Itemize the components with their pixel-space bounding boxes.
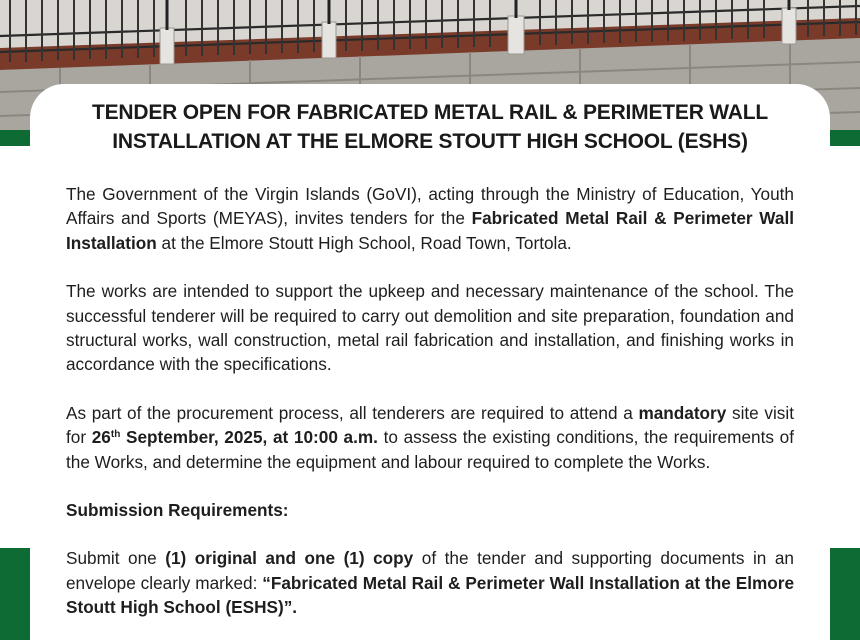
intro-text-2: at the Elmore Stoutt High School, Road Town, Tortola. bbox=[156, 232, 572, 253]
paragraph-scope: The works are intended to support the upkeep and necessary maintenance of the school. The successful tenderer will be required to carry out demolition and site preparation, foundation and structural works, wall construction, metal rail fabrication and installation, and finishing works in accordance with the specifications. bbox=[66, 281, 794, 375]
submission-text-2: of the tender and supporting documents in an envelope clearly marked: bbox=[66, 548, 794, 593]
site-visit-date bbox=[92, 427, 378, 447]
intro-text-1: The Government of the Virgin Islands (GoVI), acting through the Ministry of Education, Youth Affairs and Sports (MEYAS), invites tenders for the bbox=[66, 184, 794, 229]
paragraph-intro bbox=[66, 182, 794, 255]
date-day: 26 bbox=[91, 427, 111, 448]
title-line-1: TENDER OPEN FOR FABRICATED METAL RAIL & PERIMETER WALL bbox=[92, 101, 768, 124]
project-name-bold: Fabricated Metal Rail & Perimeter Wall Installation bbox=[66, 208, 794, 253]
paragraph-submission bbox=[66, 546, 794, 619]
notice-title bbox=[30, 98, 830, 156]
mandatory-bold: mandatory bbox=[638, 402, 727, 423]
green-accent-bar-top-left bbox=[0, 130, 30, 146]
site-visit-text-2: site visit for bbox=[66, 402, 794, 448]
copies-bold: (1) original and one (1) copy bbox=[165, 548, 414, 569]
title-line-2: INSTALLATION AT THE ELMORE STOUTT HIGH SCHOOL (ESHS) bbox=[112, 130, 748, 153]
envelope-label-bold: “Fabricated Metal Rail & Perimeter Wall Installation at the Elmore Stoutt High School (ESHS)”. bbox=[66, 572, 794, 618]
green-accent-bar-bottom-left bbox=[0, 548, 30, 640]
green-accent-bar-top-right bbox=[830, 130, 860, 146]
paragraph-site-visit bbox=[66, 401, 794, 474]
notice-body bbox=[66, 182, 794, 640]
submission-heading-text: Submission Requirements: bbox=[66, 500, 289, 521]
submission-heading bbox=[66, 498, 794, 522]
date-ordinal: th bbox=[110, 429, 121, 441]
site-visit-text-3: to assess the existing conditions, the requirements of the Works, and determine the equipment and labour required to complete the Works. bbox=[66, 427, 794, 472]
submission-text-1: Submit one bbox=[66, 548, 166, 569]
green-accent-bar-bottom-right bbox=[830, 548, 860, 640]
date-rest: September, 2025, at 10:00 a.m. bbox=[120, 427, 378, 448]
site-visit-text-1: As part of the procurement process, all tenderers are required to attend a bbox=[66, 402, 639, 423]
